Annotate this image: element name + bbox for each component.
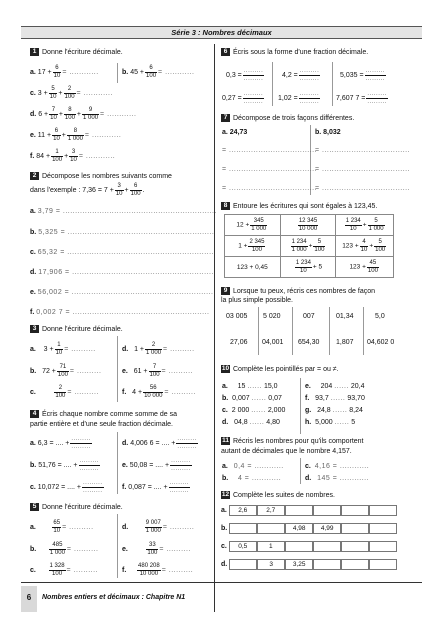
ex8-option[interactable]: 1 + $\frac{2 345}{100}$ <box>225 236 281 257</box>
page-title: Série 3 : Nombres décimaux <box>21 26 422 39</box>
ex9-heading: 9 Lorsque tu peux, récris ces nombres de façon <box>221 287 375 296</box>
ex1-f: f. 84 + $\frac{1}{100}$ + $\frac{3}{10}$ = ............ <box>30 149 116 163</box>
ex5-c: c. $\frac{1 328}{100}$ = .......... <box>30 563 99 577</box>
ex1-a: a. 17 + $\frac{6}{10}$ = ............ <box>30 65 99 79</box>
ex3-e: e. 61 + $\frac{7}{100}$ = .......... <box>122 364 194 378</box>
ex9-number: 1,807 <box>336 339 354 346</box>
ex6-cell-5: 1,02 = $\frac{.........}{.........}$ <box>278 91 320 105</box>
ex2-item-b: b. 5,325 = ............................................................ <box>30 229 215 236</box>
ex7-line: = .................................... <box>222 147 318 154</box>
ex2-item-a: a. 3,79 = ............................................................... <box>30 208 217 215</box>
ex6-cell-3: 5,035 = $\frac{.........}{.........}$ <box>340 68 386 82</box>
ex6-cell-6: 7,607 7 = $\frac{.........}{.........}$ <box>336 91 387 105</box>
ex2-item-e: e. 56,002 = .......................................................... <box>30 289 214 296</box>
ex8-option[interactable]: 123 + 0,45 <box>225 257 281 278</box>
ex8-option[interactable]: $\frac{12 345}{10 000}$ <box>280 215 336 236</box>
footer-rule <box>21 582 422 583</box>
ex8-option[interactable]: 12 + $\frac{345}{1 000}$ <box>225 215 281 236</box>
ex5-b: b. $\frac{485}{1 000}$ = .......... <box>30 542 99 556</box>
ex9-number: 01,34 <box>336 313 354 320</box>
ex5-e: e. $\frac{33}{100}$ = .......... <box>122 542 191 556</box>
ex7-a: a. 24,73 <box>222 129 248 136</box>
ex9-instruction-2: la plus simple possible. <box>221 297 293 304</box>
ex9-number: 5,0 <box>375 313 385 320</box>
ex10-item: e. 204 ...... 20,4 <box>305 383 365 390</box>
ex3-a: a. 3 + $\frac{1}{10}$ = .......... <box>30 342 96 356</box>
ex5-a: a. $\frac{65}{10}$ = .......... <box>30 520 94 534</box>
ex11-item: d. 145 = ............ <box>305 475 370 482</box>
ex12-row-a: a. 2,6 2,7 <box>221 504 397 517</box>
ex12-row-d: d. 3 3,25 <box>221 558 397 571</box>
ex7-heading: 7 Décompose de trois façons différentes. <box>221 114 354 123</box>
ex7-line: = .................................... <box>315 147 411 154</box>
ex7-b: b. 8,032 <box>315 129 341 136</box>
ex8-table <box>224 214 394 278</box>
ex1-c: c. 3 + $\frac{5}{10}$ + $\frac{2}{100}$ = ............ <box>30 86 113 100</box>
ex9-number: 04,602 0 <box>367 339 395 346</box>
ex9-number: 03 005 <box>226 313 248 320</box>
ex10-heading: 10 Complète les pointillés par = ou ≠. <box>221 365 339 373</box>
ex2-item-d: d. 17,906 = .......................................................... <box>30 269 214 276</box>
footer-chapter: Nombres entiers et décimaux : Chapitre N1 <box>42 594 186 601</box>
ex6-heading: 6 Écris sous la forme d'une fraction décimale. <box>221 48 368 57</box>
ex11-item: a. 0,4 = ............ <box>222 463 284 470</box>
ex8-option[interactable]: $\frac{1 234}{10}$ + 5 <box>280 257 336 278</box>
ex5-d: d. $\frac{9 007}{1 000}$ = .......... <box>122 520 195 534</box>
ex6-cell-1: 0,3 = $\frac{.........}{.........}$ <box>226 68 264 82</box>
ex4-a: a. 6,3 = .... + $\frac{.........}{.........}$ <box>30 436 91 450</box>
ex11-heading: 11 Récris les nombres pour qu'ils comportent <box>222 437 364 445</box>
ex5-f: f. $\frac{480 208}{10 000}$ = .......... <box>122 563 194 577</box>
ex4-b: b. 51,76 = .... + $\frac{.........}{.........}$ <box>30 458 100 472</box>
ex1-b: b. 45 + $\frac{6}{100}$ = ............ <box>122 65 195 79</box>
ex11-instruction-2: autant de décimales que le nombre 4,157. <box>221 448 352 455</box>
ex10-item: d. 04,8 ...... 4,80 <box>222 419 280 426</box>
ex12-row-c: c. 0,5 1 <box>221 540 397 553</box>
ex2-item-f: f. 0,002 7 = ........................................................ <box>30 309 210 316</box>
ex12-row-b: b. 4,98 4,99 <box>221 522 397 535</box>
ex1-heading: 1 Donne l'écriture décimale. <box>30 48 123 57</box>
ex2-item-c: c. 65,32 = ............................................................ <box>30 249 214 256</box>
ex11-item: b. 4 = ............ <box>222 475 282 482</box>
ex10-item: b. 0,007 ...... 0,07 <box>222 395 282 402</box>
ex9-number: 27,06 <box>230 339 248 346</box>
ex10-item: g. 24,8 ...... 8,24 <box>305 407 363 414</box>
ex3-heading: 3 Donne l'écriture décimale. <box>30 325 123 334</box>
ex2-example: dans l'exemple : 7,36 = 7 + $\frac{3}{10}$ + $\frac{6}{100}$ . <box>30 183 145 197</box>
ex4-c: c. 10,072 = .... + $\frac{.........}{.........}$ <box>30 480 103 494</box>
ex4-f: f. 0,087 = .... + $\frac{.........}{.........}$ <box>122 480 190 494</box>
ex4-d: d. 4,006 6 = .... + $\frac{.........}{.........}$ <box>122 436 197 450</box>
column-divider <box>214 44 215 612</box>
ex4-heading: 4 Écris chaque nombre comme somme de sa <box>30 410 177 419</box>
ex7-line: = .................................... <box>315 166 411 173</box>
ex9-number: 04,001 <box>262 339 284 346</box>
ex10-item: a. 15 ...... 15,0 <box>222 383 278 390</box>
ex7-line: = .................................... <box>315 185 411 192</box>
ex3-d: d. 1 + $\frac{2}{1 000}$ = .......... <box>122 342 195 356</box>
ex4-e: e. 50,08 = .... + $\frac{.........}{.........}$ <box>122 458 191 472</box>
ex2-heading: 2 Décompose les nombres suivants comme <box>30 172 172 181</box>
ex11-item: c. 4,16 = ............ <box>305 463 370 470</box>
ex8-option[interactable]: $\frac{1 234}{1 000}$ + $\frac{5}{100}$ <box>280 236 336 257</box>
ex3-c: c. $\frac{2}{100}$ = .......... <box>30 385 99 399</box>
ex5-heading: 5 Donne l'écriture décimale. <box>30 503 123 512</box>
ex9-number: 5 020 <box>263 313 281 320</box>
ex4-instruction-2: partie entière et d'une seule fraction décimale. <box>30 421 173 428</box>
ex1-e: e. 11 + $\frac{6}{10}$ + $\frac{8}{1 000}$ = ............ <box>30 128 122 142</box>
ex9-number: 654,30 <box>298 339 320 346</box>
ex12-heading: 12 Complète les suites de nombres. <box>221 491 335 499</box>
ex6-cell-4: 0,27 = $\frac{.........}{.........}$ <box>222 91 264 105</box>
ex10-item: c. 2 000 ...... 2,000 <box>222 407 286 414</box>
ex8-option[interactable]: 123 + $\frac{4}{10}$ + $\frac{5}{100}$ <box>336 236 394 257</box>
ex8-heading: 8 Entoure les écritures qui sont égales à 123,45. <box>221 202 377 211</box>
ex8-option[interactable]: $\frac{1 234}{10}$ + $\frac{5}{1 000}$ <box>336 215 394 236</box>
ex9-number: 007 <box>303 313 315 320</box>
ex8-option[interactable]: 123 + $\frac{45}{100}$ <box>336 257 394 278</box>
ex3-b: b. 72 + $\frac{71}{100}$ = .......... <box>30 364 102 378</box>
ex7-line: = .................................... <box>222 166 318 173</box>
ex6-cell-2: 4,2 = $\frac{.........}{.........}$ <box>282 68 320 82</box>
ex1-d: d. 6 + $\frac{7}{10}$ + $\frac{8}{100}$ + $\frac{9}{1 000}$ = ............ <box>30 107 137 121</box>
ex10-item: f. 93,7 ...... 93,70 <box>305 395 365 402</box>
ex3-f: f. 4 + $\frac{56}{10 000}$ = .......... <box>122 385 196 399</box>
ex7-line: = .................................... <box>222 185 318 192</box>
ex10-item: h. 5,000 ...... 5 <box>305 419 356 426</box>
page-number: 6 <box>21 586 37 612</box>
